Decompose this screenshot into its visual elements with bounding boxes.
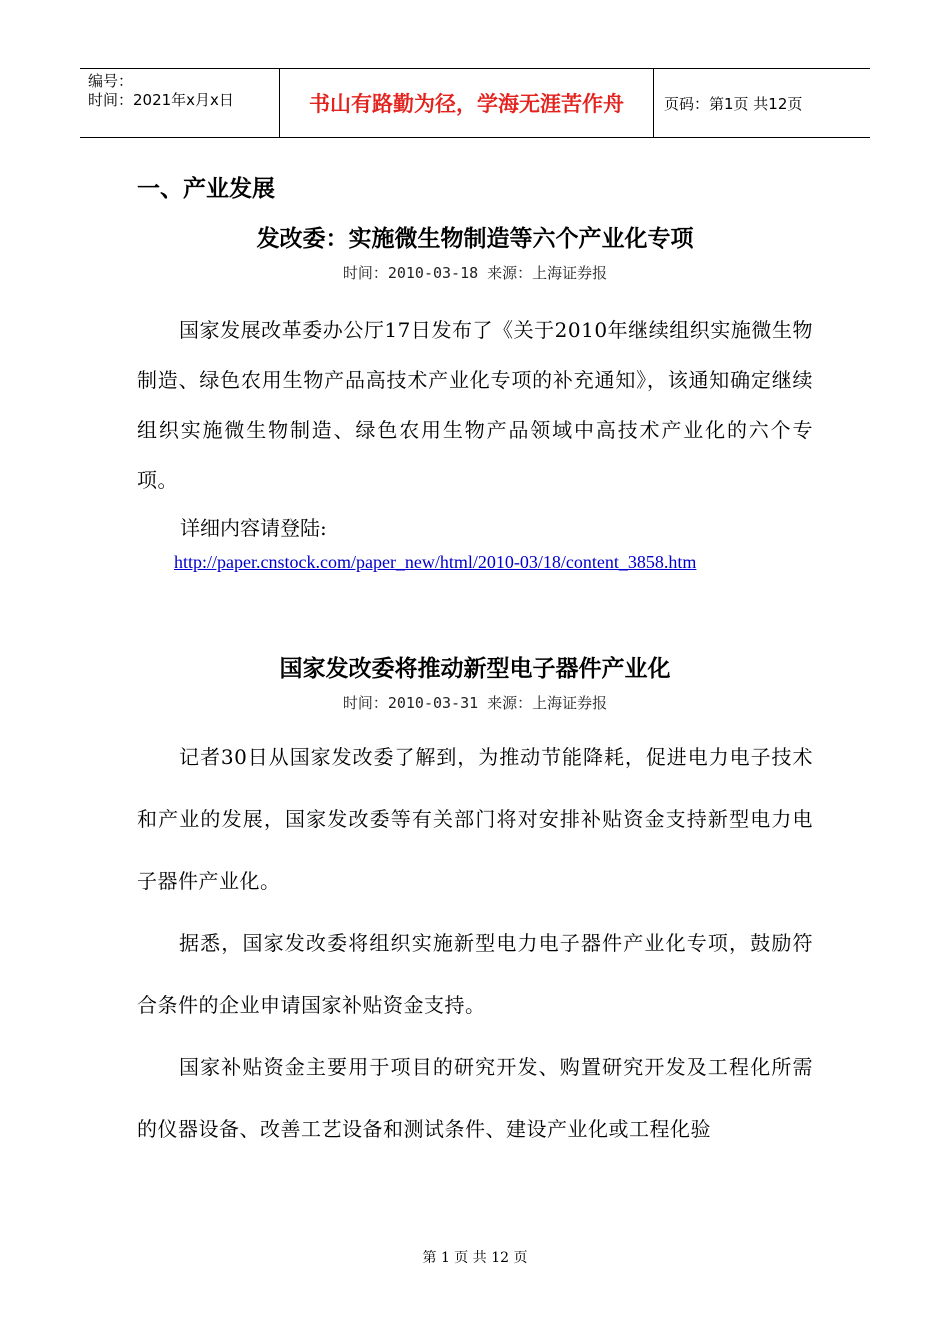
- header-time-label: 时间：2021年x月x日: [88, 91, 234, 109]
- page-footer: 第 1 页 共 12 页: [422, 1250, 528, 1266]
- article-2-paragraph-3: 国家补贴资金主要用于项目的研究开发、购置研究开发及工程化所需的仪器设备、改善工艺设备和测试条件、建设产业化或工程化验: [137, 1055, 813, 1141]
- header-number-label: 编号：: [88, 72, 134, 90]
- page-header: [80, 68, 870, 138]
- article-2-paragraph-2: 据悉，国家发改委将组织实施新型电力电子器件产业化专项，鼓励符合条件的企业申请国家补贴资金支持。: [137, 931, 813, 1017]
- article-1-title: 发改委：实施微生物制造等六个产业化专项: [256, 226, 694, 252]
- header-page-info: 页码：第1页 共12页: [664, 94, 803, 113]
- article-1-paragraph-1: 国家发展改革委办公厅17日发布了《关于2010年继续组织实施微生物制造、绿色农用生物产品高技术产业化专项的补充通知》，该通知确定继续组织实施微生物制造、绿色农用生物产品领域中高技术产业化的六个专项。: [137, 318, 813, 492]
- article-2-meta: 时间：2010-03-31 来源：上海证券报: [342, 694, 608, 712]
- detail-link[interactable]: http://paper.cnstock.com/paper_new/html/2010-03/18/content_3858.htm: [174, 552, 697, 572]
- detail-label: 详细内容请登陆:: [180, 516, 327, 540]
- section-heading: 一、产业发展: [137, 176, 275, 202]
- article-2-title: 国家发改委将推动新型电子器件产业化: [279, 656, 671, 682]
- header-left-cell: [80, 69, 280, 137]
- article-2-paragraph-1: 记者30日从国家发改委了解到，为推动节能降耗，促进电力电子技术和产业的发展，国家发改委等有关部门将对安排补贴资金支持新型电力电子器件产业化。: [137, 745, 813, 893]
- header-motto: 书山有路勤为径，学海无涯苦作舟: [280, 69, 654, 137]
- article-1-meta: 时间：2010-03-18 来源：上海证券报: [342, 264, 608, 282]
